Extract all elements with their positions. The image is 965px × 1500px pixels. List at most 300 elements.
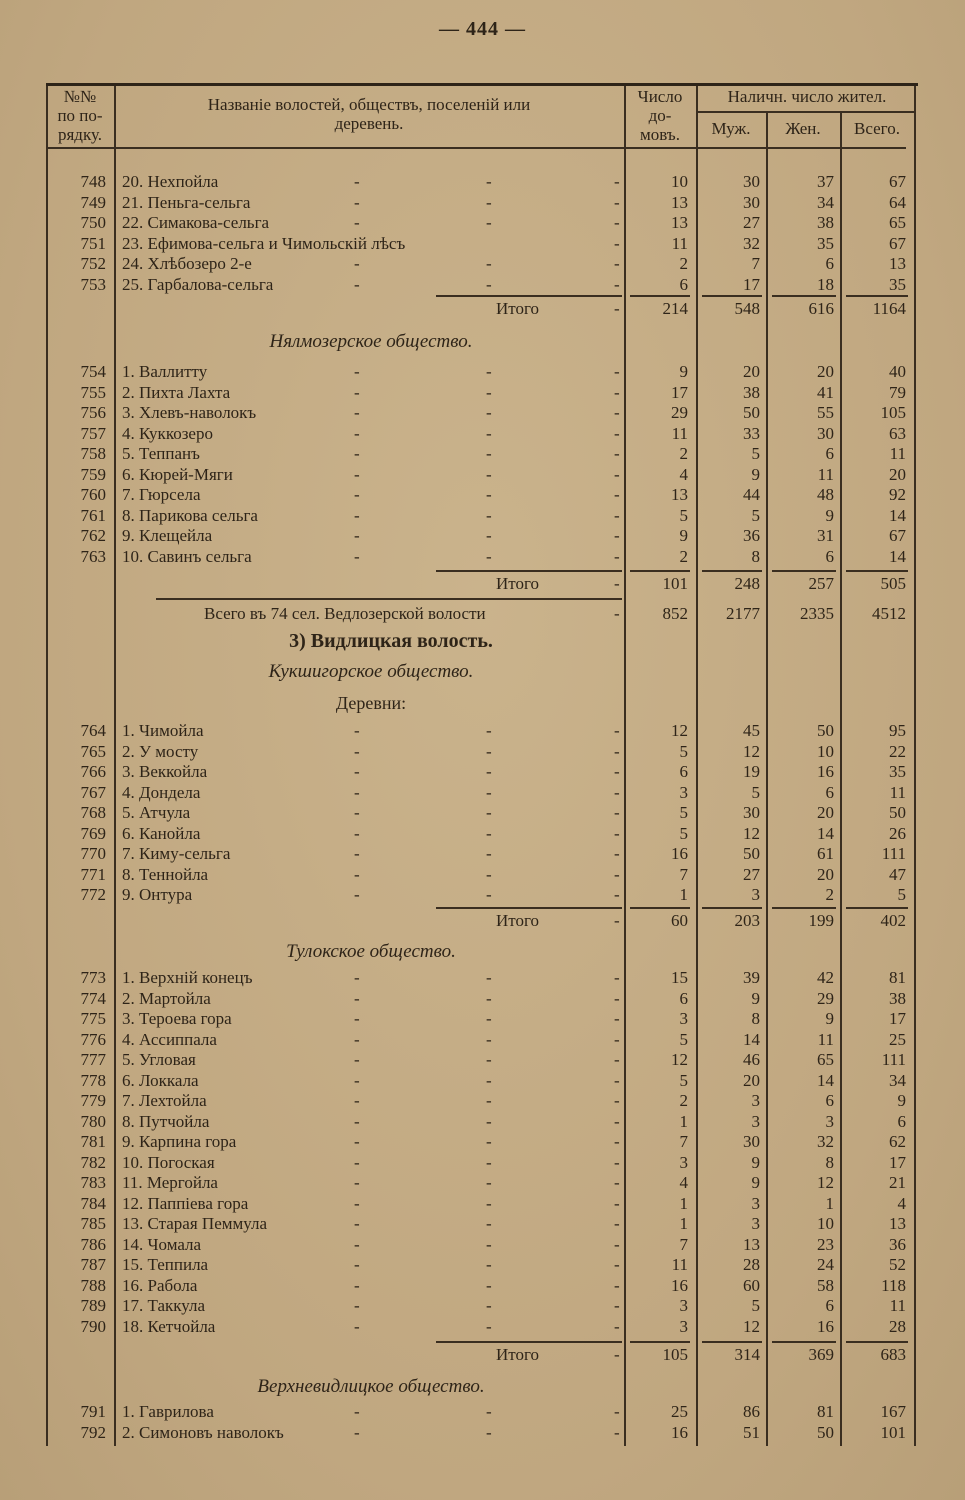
row-number: 785 <box>80 1214 106 1233</box>
table-row <box>46 968 918 988</box>
leader-dash: - <box>486 1152 492 1172</box>
row-number: 775 <box>80 1009 106 1028</box>
sum-rule <box>436 570 622 572</box>
row-number: 751 <box>80 233 106 253</box>
table-row <box>46 1071 918 1091</box>
leader-dash: - <box>486 403 492 422</box>
leader-dash: - <box>614 403 620 422</box>
leader-dash: - <box>614 274 620 294</box>
village-name: 2. Симоновъ наволокъ <box>122 1422 284 1442</box>
leader-dash: - <box>354 485 360 504</box>
leader-dash: - <box>354 782 360 802</box>
houses-count: 17 <box>671 382 688 402</box>
female-count: 16 <box>817 762 834 781</box>
table-row <box>46 1030 918 1050</box>
leader-dash: - <box>614 1234 620 1254</box>
table-row <box>46 1091 918 1111</box>
table-row <box>46 1132 918 1152</box>
subtotal-label: Итого <box>496 574 540 593</box>
table-row <box>46 254 918 274</box>
subtotal-total: 1164 <box>872 299 906 318</box>
table-row <box>46 762 918 782</box>
male-count: 33 <box>743 423 760 443</box>
male-count: 38 <box>743 382 760 402</box>
female-count: 34 <box>817 192 834 212</box>
male-count: 36 <box>743 526 760 545</box>
leader-dash: - <box>354 172 360 191</box>
male-count: 8 <box>751 546 760 566</box>
village-name: 6. Локкала <box>122 1070 199 1090</box>
leader-dash: - <box>354 823 360 843</box>
female-count: 55 <box>817 403 834 422</box>
village-name: 2. У мосту <box>122 741 199 761</box>
village-name: 10. Савинъ сельга <box>122 546 252 566</box>
village-name: 2. Пихта Лахта <box>122 382 231 402</box>
male-count: 51 <box>743 1422 760 1442</box>
female-count: 20 <box>817 803 834 822</box>
leader-dash: - <box>354 988 360 1008</box>
subtotal-houses: 214 <box>662 299 688 318</box>
leader-dash: - <box>614 382 620 402</box>
row-number: 776 <box>80 1029 106 1049</box>
village-name: 5. Угловая <box>122 1050 196 1069</box>
header-col-female: Жен. <box>785 119 821 138</box>
header-text: до- <box>648 106 672 125</box>
row-number: 766 <box>80 762 106 781</box>
table-row <box>46 444 918 464</box>
leader-dash: - <box>486 1296 492 1315</box>
female-count: 20 <box>817 864 834 884</box>
houses-count: 6 <box>679 988 688 1008</box>
male-count: 5 <box>751 444 760 463</box>
leader-dash: - <box>486 741 492 761</box>
leader-dash: - <box>354 274 360 294</box>
total-count: 11 <box>889 782 906 802</box>
subtotal-female: 616 <box>808 299 834 318</box>
village-name: 15. Теппила <box>122 1255 209 1274</box>
female-count: 6 <box>825 1296 834 1315</box>
row-number: 770 <box>80 844 106 863</box>
leader-dash: - <box>354 1193 360 1213</box>
village-name: 9. Клещейла <box>122 526 213 545</box>
male-count: 39 <box>743 968 760 987</box>
male-count: 13 <box>743 1234 760 1254</box>
total-count: 62 <box>889 1132 906 1151</box>
total-count: 50 <box>889 803 906 822</box>
row-number: 767 <box>80 782 106 802</box>
village-name: 1. Верхній конецъ <box>122 968 253 987</box>
row-number: 750 <box>80 213 106 232</box>
village-name: 14. Чомала <box>122 1234 202 1254</box>
sum-rule <box>630 907 690 909</box>
subtotal-label: Итого <box>496 1345 540 1364</box>
leader-dash: - <box>614 885 620 904</box>
leader-dash: - <box>614 762 620 781</box>
houses-count: 6 <box>679 762 688 781</box>
table-row <box>46 1050 918 1070</box>
male-count: 5 <box>751 1296 760 1315</box>
leader-dash: - <box>614 233 620 253</box>
female-count: 35 <box>817 233 834 253</box>
row-number: 756 <box>80 403 106 422</box>
female-count: 23 <box>817 1234 834 1254</box>
leader-dash: - <box>354 1234 360 1254</box>
row-number: 780 <box>80 1111 106 1131</box>
subtotal-male: 314 <box>734 1345 760 1364</box>
leader-dash: - <box>614 546 620 566</box>
male-count: 7 <box>751 254 760 273</box>
leader-dash: - <box>354 885 360 904</box>
table-row <box>46 1296 918 1316</box>
sum-rule <box>846 907 908 909</box>
leader-dash: - <box>486 1050 492 1069</box>
houses-count: 16 <box>671 844 688 863</box>
leader-dash: - <box>486 1422 492 1442</box>
header-col-total: Всего. <box>854 119 900 138</box>
village-name: 12. Паппіева гора <box>122 1193 249 1213</box>
village-name: 16. Рабола <box>122 1275 198 1295</box>
leader-dash: - <box>354 423 360 443</box>
leader-dash: - <box>614 968 620 987</box>
female-count: 16 <box>817 1316 834 1336</box>
row-number: 791 <box>80 1402 106 1421</box>
female-count: 18 <box>817 274 834 294</box>
table-row <box>46 1255 918 1275</box>
leader-dash: - <box>614 299 620 318</box>
leader-dash: - <box>614 1029 620 1049</box>
total-count: 105 <box>880 403 906 422</box>
village-name: 8. Парикова сельга <box>122 505 258 525</box>
male-count: 3 <box>751 1193 760 1213</box>
village-name: 9. Онтура <box>122 885 193 904</box>
row-number: 759 <box>80 464 106 484</box>
header-col-male: Муж. <box>711 119 751 138</box>
grand-total-label: Всего въ 74 сел. Ведлозерской волости <box>204 604 486 623</box>
male-count: 12 <box>743 741 760 761</box>
row-number: 787 <box>80 1255 106 1274</box>
houses-count: 1 <box>679 1193 688 1213</box>
table-row <box>46 275 918 295</box>
leader-dash: - <box>614 505 620 525</box>
total-count: 17 <box>889 1152 906 1172</box>
row-number: 777 <box>80 1050 106 1069</box>
leader-dash: - <box>486 844 492 863</box>
male-count: 3 <box>751 885 760 904</box>
village-name: 4. Куккозеро <box>122 423 213 443</box>
female-count: 37 <box>817 172 834 191</box>
leader-dash: - <box>486 505 492 525</box>
female-count: 58 <box>817 1275 834 1295</box>
houses-count: 11 <box>671 423 688 443</box>
row-number: 781 <box>80 1132 106 1151</box>
leader-dash: - <box>614 423 620 443</box>
houses-count: 7 <box>679 1132 688 1151</box>
table-row <box>46 547 918 567</box>
houses-count: 12 <box>671 721 688 740</box>
houses-count: 3 <box>679 782 688 802</box>
village-name: 6. Кюрей-Мяги <box>122 464 233 484</box>
grand-total-total: 4512 <box>872 604 906 623</box>
total-count: 14 <box>889 505 906 525</box>
header-col-population: Наличн. число жител. <box>727 87 887 106</box>
total-count: 67 <box>889 172 906 191</box>
total-count: 63 <box>889 423 906 443</box>
total-count: 34 <box>889 1070 906 1090</box>
houses-count: 7 <box>679 1234 688 1254</box>
leader-dash: - <box>614 604 620 623</box>
total-count: 11 <box>889 1296 906 1315</box>
leader-dash: - <box>486 1009 492 1028</box>
leader-dash: - <box>486 1111 492 1131</box>
total-count: 17 <box>889 1009 906 1028</box>
houses-count: 13 <box>671 192 688 212</box>
female-count: 11 <box>817 1029 834 1049</box>
leader-dash: - <box>354 1050 360 1069</box>
houses-count: 13 <box>671 213 688 232</box>
society-title: Верхневидлицкое общество. <box>257 1376 485 1397</box>
leader-dash: - <box>486 864 492 884</box>
male-count: 27 <box>743 864 760 884</box>
table-row <box>46 403 918 423</box>
leader-dash: - <box>354 1009 360 1028</box>
village-name: 17. Таккула <box>122 1296 206 1315</box>
subtotal-male: 548 <box>734 299 760 318</box>
table-row <box>46 1112 918 1132</box>
table-row <box>46 234 918 254</box>
leader-dash: - <box>614 1316 620 1336</box>
row-number: 778 <box>80 1070 106 1090</box>
leader-dash: - <box>354 864 360 884</box>
leader-dash: - <box>614 1173 620 1192</box>
table-row <box>46 844 918 864</box>
subtotal-label: Итого <box>496 299 540 318</box>
subtotal-row <box>46 1345 918 1365</box>
village-name: 7. Гюрсела <box>122 485 201 504</box>
leader-dash: - <box>486 1070 492 1090</box>
sum-rule <box>436 1341 622 1343</box>
female-count: 61 <box>817 844 834 863</box>
total-count: 95 <box>889 721 906 740</box>
leader-dash: - <box>486 1234 492 1254</box>
leader-dash: - <box>614 823 620 843</box>
female-count: 6 <box>825 546 834 566</box>
male-count: 12 <box>743 823 760 843</box>
row-number: 763 <box>80 546 106 566</box>
sum-rule <box>772 907 836 909</box>
subtotal-row <box>46 574 918 594</box>
houses-count: 5 <box>679 823 688 843</box>
row-number: 760 <box>80 485 106 504</box>
houses-count: 4 <box>679 464 688 484</box>
houses-count: 13 <box>671 485 688 504</box>
village-name: 11. Мергойла <box>122 1173 218 1192</box>
row-number: 748 <box>80 172 106 191</box>
subtotal-total: 683 <box>880 1345 906 1364</box>
leader-dash: - <box>486 1402 492 1421</box>
grand-total-male: 2177 <box>726 604 760 623</box>
leader-dash: - <box>486 526 492 545</box>
leader-dash: - <box>486 444 492 463</box>
leader-dash: - <box>486 721 492 740</box>
header-col-no <box>46 87 114 144</box>
female-count: 30 <box>817 423 834 443</box>
leader-dash: - <box>486 988 492 1008</box>
village-name: 24. Хлѣбозеро 2-е <box>122 254 252 273</box>
female-count: 1 <box>825 1193 834 1213</box>
table-row <box>46 526 918 546</box>
male-count: 45 <box>743 721 760 740</box>
leader-dash: - <box>486 546 492 566</box>
sum-rule <box>630 1341 690 1343</box>
sum-rule <box>156 598 622 600</box>
row-number: 764 <box>80 721 106 740</box>
total-count: 67 <box>889 233 906 253</box>
leader-dash: - <box>354 1422 360 1442</box>
total-count: 26 <box>889 823 906 843</box>
total-count: 67 <box>889 526 906 545</box>
leader-dash: - <box>614 1070 620 1090</box>
village-name: 3. Веккойла <box>122 762 208 781</box>
village-name: 6. Канойла <box>122 823 201 843</box>
subtotal-male: 203 <box>734 911 760 930</box>
female-count: 24 <box>817 1255 834 1274</box>
total-count: 52 <box>889 1255 906 1274</box>
village-name: 2. Мартойла <box>122 988 211 1008</box>
village-name: 20. Нехпойла <box>122 172 219 191</box>
total-count: 5 <box>897 885 906 904</box>
leader-dash: - <box>486 382 492 402</box>
village-name: 3. Хлевъ-наволокъ <box>122 403 257 422</box>
leader-dash: - <box>354 968 360 987</box>
row-number: 762 <box>80 526 106 545</box>
total-count: 14 <box>889 546 906 566</box>
female-count: 38 <box>817 213 834 232</box>
table-row <box>46 783 918 803</box>
table-row <box>46 1423 918 1443</box>
total-count: 36 <box>889 1234 906 1254</box>
leader-dash: - <box>354 1091 360 1110</box>
header-bottom-rule <box>46 147 906 149</box>
header-text: рядку. <box>57 125 103 144</box>
leader-dash: - <box>354 1296 360 1315</box>
table-row <box>46 1153 918 1173</box>
houses-count: 11 <box>671 1255 688 1274</box>
row-number: 784 <box>80 1193 106 1213</box>
subtotal-row <box>46 299 918 319</box>
houses-count: 4 <box>679 1173 688 1192</box>
table-row <box>46 213 918 233</box>
male-count: 44 <box>743 485 760 504</box>
leader-dash: - <box>614 254 620 273</box>
houses-count: 1 <box>679 1111 688 1131</box>
leader-dash: - <box>614 1402 620 1421</box>
leader-dash: - <box>614 844 620 863</box>
table-row <box>46 1235 918 1255</box>
leader-dash: - <box>354 1111 360 1131</box>
total-count: 22 <box>889 741 906 761</box>
female-count: 6 <box>825 444 834 463</box>
leader-dash: - <box>354 546 360 566</box>
header-text: по по- <box>57 106 103 125</box>
houses-count: 2 <box>679 546 688 566</box>
table-row <box>46 193 918 213</box>
female-count: 6 <box>825 254 834 273</box>
total-count: 40 <box>889 362 906 381</box>
leader-dash: - <box>614 1193 620 1213</box>
leader-dash: - <box>614 213 620 232</box>
female-count: 2 <box>825 885 834 904</box>
leader-dash: - <box>614 574 620 593</box>
sum-rule <box>772 570 836 572</box>
village-name: 10. Погоская <box>122 1152 215 1172</box>
leader-dash: - <box>354 803 360 822</box>
female-count: 10 <box>817 741 834 761</box>
female-count: 20 <box>817 362 834 381</box>
total-count: 35 <box>889 274 906 294</box>
houses-count: 5 <box>679 741 688 761</box>
header-text: Названіе волостей, обществъ, поселеній или <box>207 95 531 114</box>
female-count: 31 <box>817 526 834 545</box>
table-row <box>46 1317 918 1337</box>
row-number: 792 <box>80 1422 106 1442</box>
row-number: 749 <box>80 192 106 212</box>
male-count: 20 <box>743 362 760 381</box>
row-number: 754 <box>80 362 106 381</box>
village-name: 4. Дондела <box>122 782 201 802</box>
leader-dash: - <box>614 782 620 802</box>
male-count: 9 <box>751 1152 760 1172</box>
total-count: 11 <box>889 444 906 463</box>
houses-count: 1 <box>679 885 688 904</box>
female-count: 50 <box>817 1422 834 1442</box>
leader-dash: - <box>486 1029 492 1049</box>
leader-dash: - <box>354 1275 360 1295</box>
row-number: 761 <box>80 505 106 525</box>
female-count: 48 <box>817 485 834 504</box>
male-count: 30 <box>743 1132 760 1151</box>
leader-dash: - <box>486 213 492 232</box>
leader-dash: - <box>486 803 492 822</box>
table-row <box>46 989 918 1009</box>
male-count: 30 <box>743 192 760 212</box>
leader-dash: - <box>486 1255 492 1274</box>
leader-dash: - <box>354 1132 360 1151</box>
row-number: 768 <box>80 803 106 822</box>
male-count: 50 <box>743 844 760 863</box>
female-count: 9 <box>825 1009 834 1028</box>
houses-count: 5 <box>679 505 688 525</box>
male-count: 50 <box>743 403 760 422</box>
top-rule <box>46 83 918 86</box>
male-count: 20 <box>743 1070 760 1090</box>
houses-count: 9 <box>679 526 688 545</box>
male-count: 5 <box>751 505 760 525</box>
sum-rule <box>846 570 908 572</box>
table-row <box>46 824 918 844</box>
leader-dash: - <box>614 864 620 884</box>
society-title: Нялмозерское общество. <box>269 331 473 352</box>
leader-dash: - <box>354 1070 360 1090</box>
leader-dash: - <box>614 803 620 822</box>
total-count: 118 <box>881 1275 906 1295</box>
village-name: 9. Карпина гора <box>122 1132 237 1151</box>
total-count: 13 <box>889 254 906 273</box>
male-count: 9 <box>751 464 760 484</box>
row-number: 773 <box>80 968 106 987</box>
table-row <box>46 506 918 526</box>
leader-dash: - <box>614 362 620 381</box>
male-count: 17 <box>743 274 760 294</box>
